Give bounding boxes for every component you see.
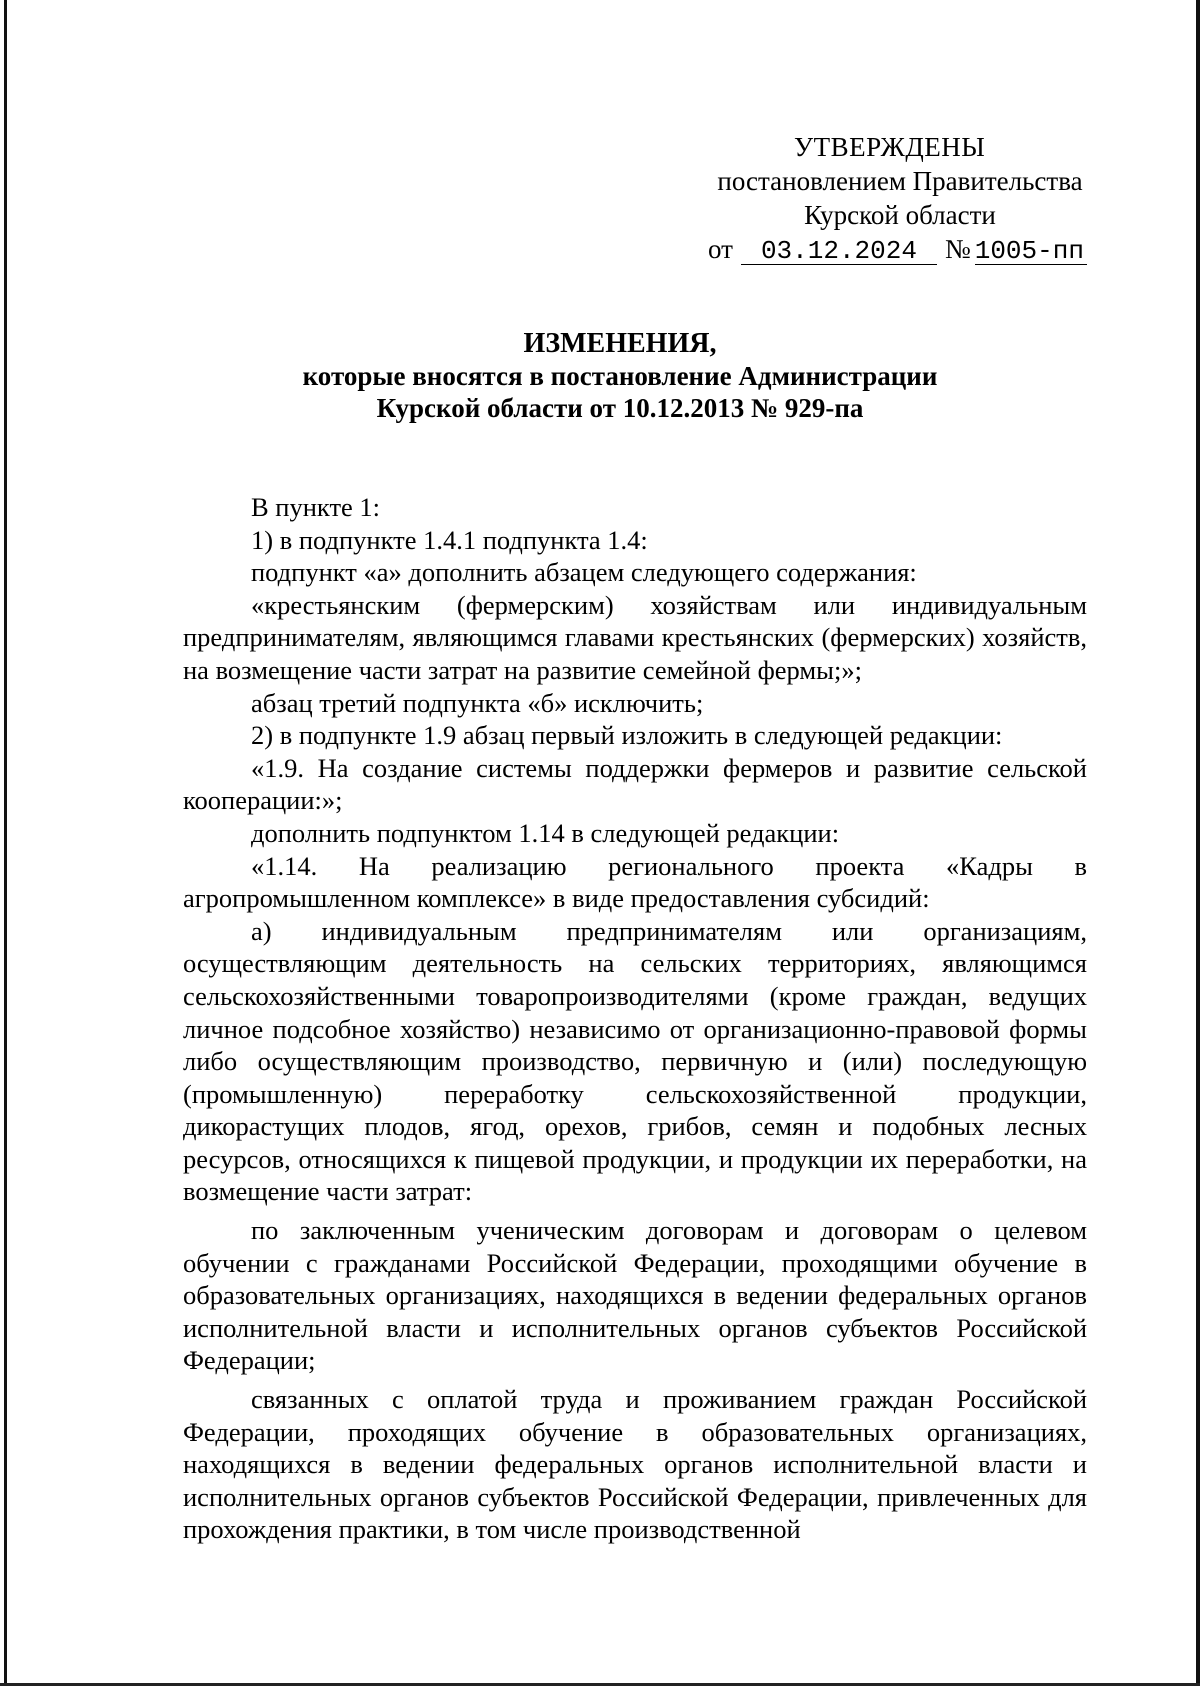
approved-heading: УТВЕРЖДЕНЫ	[794, 132, 986, 162]
title-subtitle-line-1: которые вносятся в постановление Администрации	[302, 361, 938, 391]
paragraph: подпункт «а» дополнить абзацем следующего содержания:	[251, 557, 917, 588]
date-prefix: от	[708, 234, 733, 264]
paragraph: В пункте 1:	[251, 492, 381, 522]
approval-stamp-block	[690, 130, 1110, 266]
paragraph: «1.9. На создание системы поддержки фермеров и развитие сельской кооперации:»;	[183, 752, 1087, 816]
paragraph: а) индивидуальным предпринимателям или организациям, осуществляющим деятельность на сельских территориях, являющимся сельскохозяйственными товаропроизводителями (кроме граждан, ведущих личное подсобное хозяйство) независимо от организационно-правовой формы либо осуществляющим производство, первичную и (или) последующую (промышленную) переработку сельскохозяйственной продукции, дикорастущих плодов, ягод, орехов, грибов, семян и подобных лесных ресурсов, относящихся к пищевой продукции, и продукции их переработки, на возмещение части затрат:	[183, 915, 1087, 1207]
approved-region: Курской области	[804, 200, 996, 230]
decree-number: 1005-пп	[975, 238, 1087, 265]
scan-border-left	[4, 0, 7, 1684]
paragraph: «крестьянским (фермерским) хозяйствам или индивидуальным предпринимателям, являющимся главами крестьянских (фермерских) хозяйств, на возмещение части затрат на развитие семейной фермы;»;	[183, 589, 1087, 685]
title-heading: ИЗМЕНЕНИЯ,	[523, 328, 717, 359]
number-prefix: №	[944, 234, 971, 264]
decree-registration-line	[708, 232, 1110, 266]
paragraph: 1) в подпункте 1.4.1 подпункта 1.4:	[251, 524, 648, 555]
document-title	[170, 328, 1070, 424]
paragraph: «1.14. На реализацию регионального проекта «Кадры в агропромышленном комплексе» в виде предоставления субсидий:	[183, 850, 1087, 914]
decree-date: 03.12.2024	[741, 238, 937, 265]
paragraph: абзац третий подпункта «б» исключить;	[251, 687, 704, 718]
title-subtitle-line-2: Курской области от 10.12.2013 № 929-па	[376, 393, 864, 423]
paragraph: 2) в подпункте 1.9 абзац первый изложить в следующей редакции:	[251, 720, 1003, 751]
paragraph: связанных с оплатой труда и проживанием граждан Российской Федерации, проходящих обучение в образовательных организациях, находящихся в ведении федеральных органов исполнительной власти и исполнительных органов субъектов Российской Федерации, привлеченных для прохождения практики, в том числе производственной	[183, 1384, 1087, 1545]
scan-border-right	[1196, 0, 1200, 1684]
approved-by-decree: постановлением Правительства	[717, 166, 1083, 196]
paragraph: по заключенным ученическим договорам и договорам о целевом обучении с гражданами Российской Федерации, проходящими обучение в образовательных организациях, находящихся в ведении федеральных органов исполнительной власти и исполнительных органов субъектов Российской Федерации;	[183, 1215, 1087, 1376]
scan-border-bottom	[0, 1683, 1200, 1686]
document-body	[183, 491, 1087, 1546]
paragraph: дополнить подпунктом 1.14 в следующей редакции:	[251, 817, 840, 848]
